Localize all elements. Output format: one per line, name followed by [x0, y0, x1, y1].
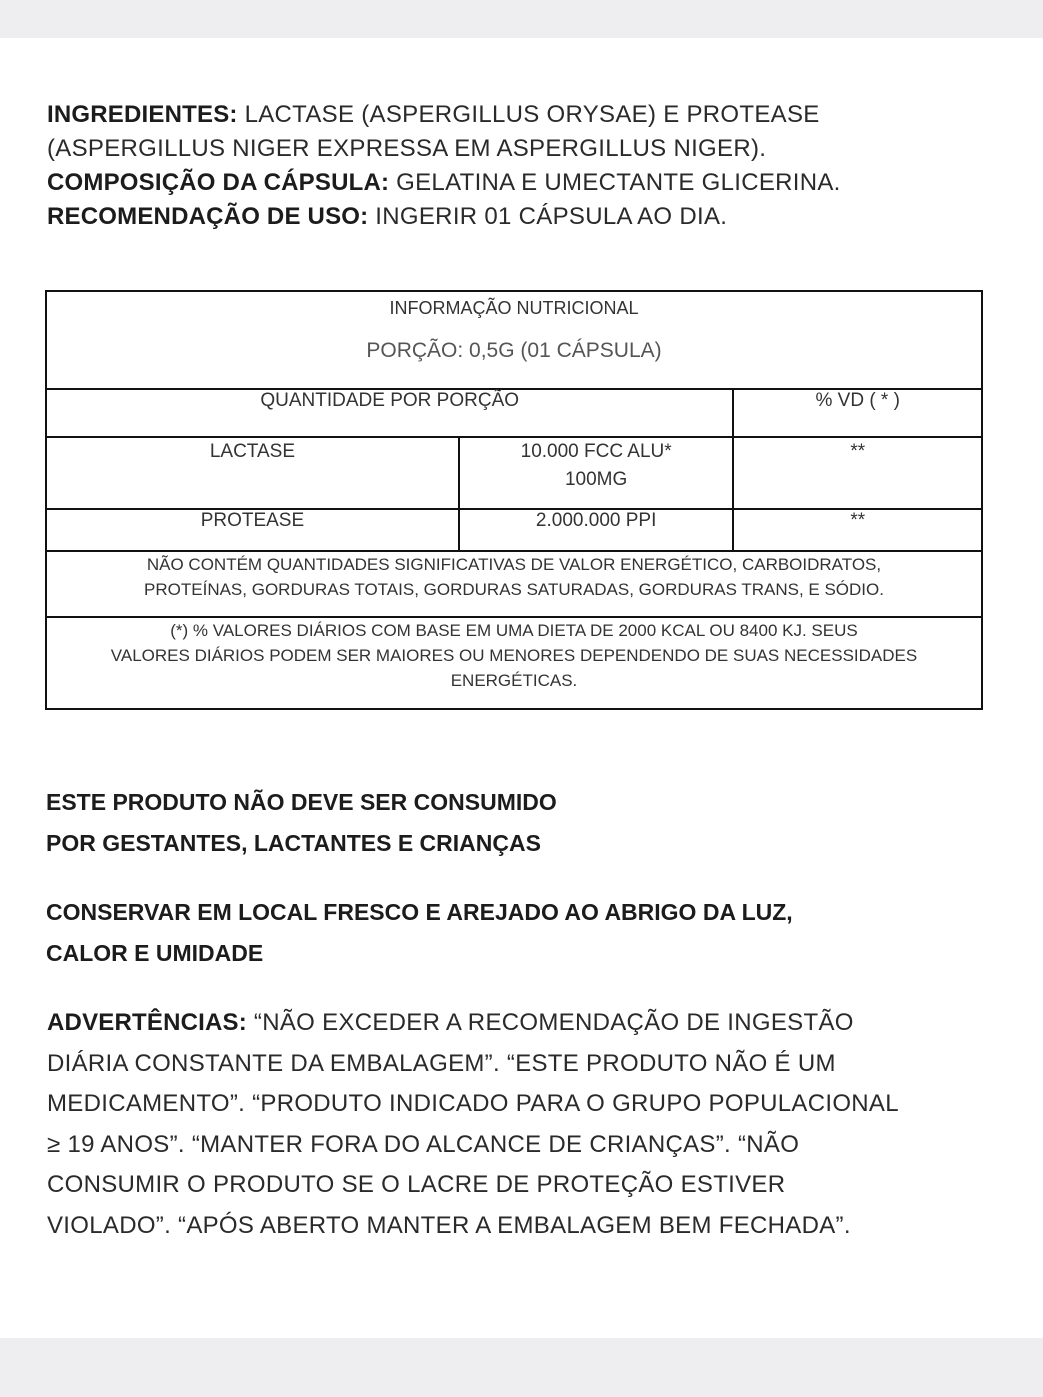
qty-header: QUANTIDADE POR PORÇÃO: [46, 389, 733, 437]
nutrient-amount: 2.000.000 PPI: [459, 509, 734, 551]
ingredients-section: [47, 98, 841, 234]
usage-text: INGERIR 01 CÁPSULA AO DIA.: [368, 203, 728, 230]
ingredients-text: LACTASE (ASPERGILLUS ORYSAE) E PROTEASE: [237, 101, 820, 128]
warning-storage: CONSERVAR EM LOCAL FRESCO E AREJADO AO ABRIGO DA LUZ, CALOR E UMIDADE: [46, 899, 793, 966]
capsule-text: GELATINA E UMECTANTE GLICERINA.: [389, 169, 841, 196]
nutrient-vd: **: [733, 437, 982, 509]
table-row: [46, 437, 982, 509]
nutrient-name: PROTEASE: [46, 509, 459, 551]
nutrient-vd: **: [733, 509, 982, 551]
nutrient-amount: 10.000 FCC ALU* 100MG: [459, 437, 734, 509]
warning-consumption: ESTE PRODUTO NÃO DEVE SER CONSUMIDO POR GESTANTES, LACTANTES E CRIANÇAS: [46, 789, 557, 856]
capsule-label: COMPOSIÇÃO DA CÁPSULA:: [47, 169, 390, 196]
nutrition-note: NÃO CONTÉM QUANTIDADES SIGNIFICATIVAS DE VALOR ENERGÉTICO, CARBOIDRATOS, PROTEÍNAS, GORDURAS TOTAIS, GORDURAS SATURADAS, GORDURAS TRANS, E SÓDIO.: [46, 551, 982, 617]
ingredients-text-2: (ASPERGILLUS NIGER EXPRESSA EM ASPERGILLUS NIGER).: [47, 135, 767, 162]
nutrition-title: INFORMAÇÃO NUTRICIONAL: [389, 298, 639, 318]
nutrition-table: [45, 290, 983, 710]
advertencias-label: ADVERTÊNCIAS:: [47, 1009, 247, 1036]
nutrition-footnote: (*) % VALORES DIÁRIOS COM BASE EM UMA DIETA DE 2000 KCAL OU 8400 KJ. SEUS VALORES DIÁRIOS PODEM SER MAIORES OU MENORES DEPENDENDO DE SUAS NECESSIDADES ENERGÉTICAS.: [46, 617, 982, 709]
vd-header: % VD ( * ): [733, 389, 982, 437]
label-sheet: [0, 38, 1043, 1338]
nutrition-title-cell: [46, 291, 982, 389]
usage-label: RECOMENDAÇÃO DE USO:: [47, 203, 369, 230]
ingredients-label: INGREDIENTES:: [47, 101, 238, 128]
portion-size: PORÇÃO: 0,5G (01 CÁPSULA): [366, 339, 662, 362]
nutrient-name: LACTASE: [46, 437, 459, 509]
table-row: [46, 509, 982, 551]
advertencias-section: ADVERTÊNCIAS: “NÃO EXCEDER A RECOMENDAÇÃO DE INGESTÃO DIÁRIA CONSTANTE DA EMBALAGEM”. “ESTE PRODUTO NÃO É UM MEDICAMENTO”. “PRODUTO INDICADO PARA O GRUPO POPULACIONAL ≥ 19 ANOS”. “MANTER FORA DO ALCANCE DE CRIANÇAS”. “NÃO CONSUMIR O PRODUTO SE O LACRE DE PROTEÇÃO ESTIVER VIOLADO”. “APÓS ABERTO MANTER A EMBALAGEM BEM FECHADA”.: [47, 1009, 899, 1239]
